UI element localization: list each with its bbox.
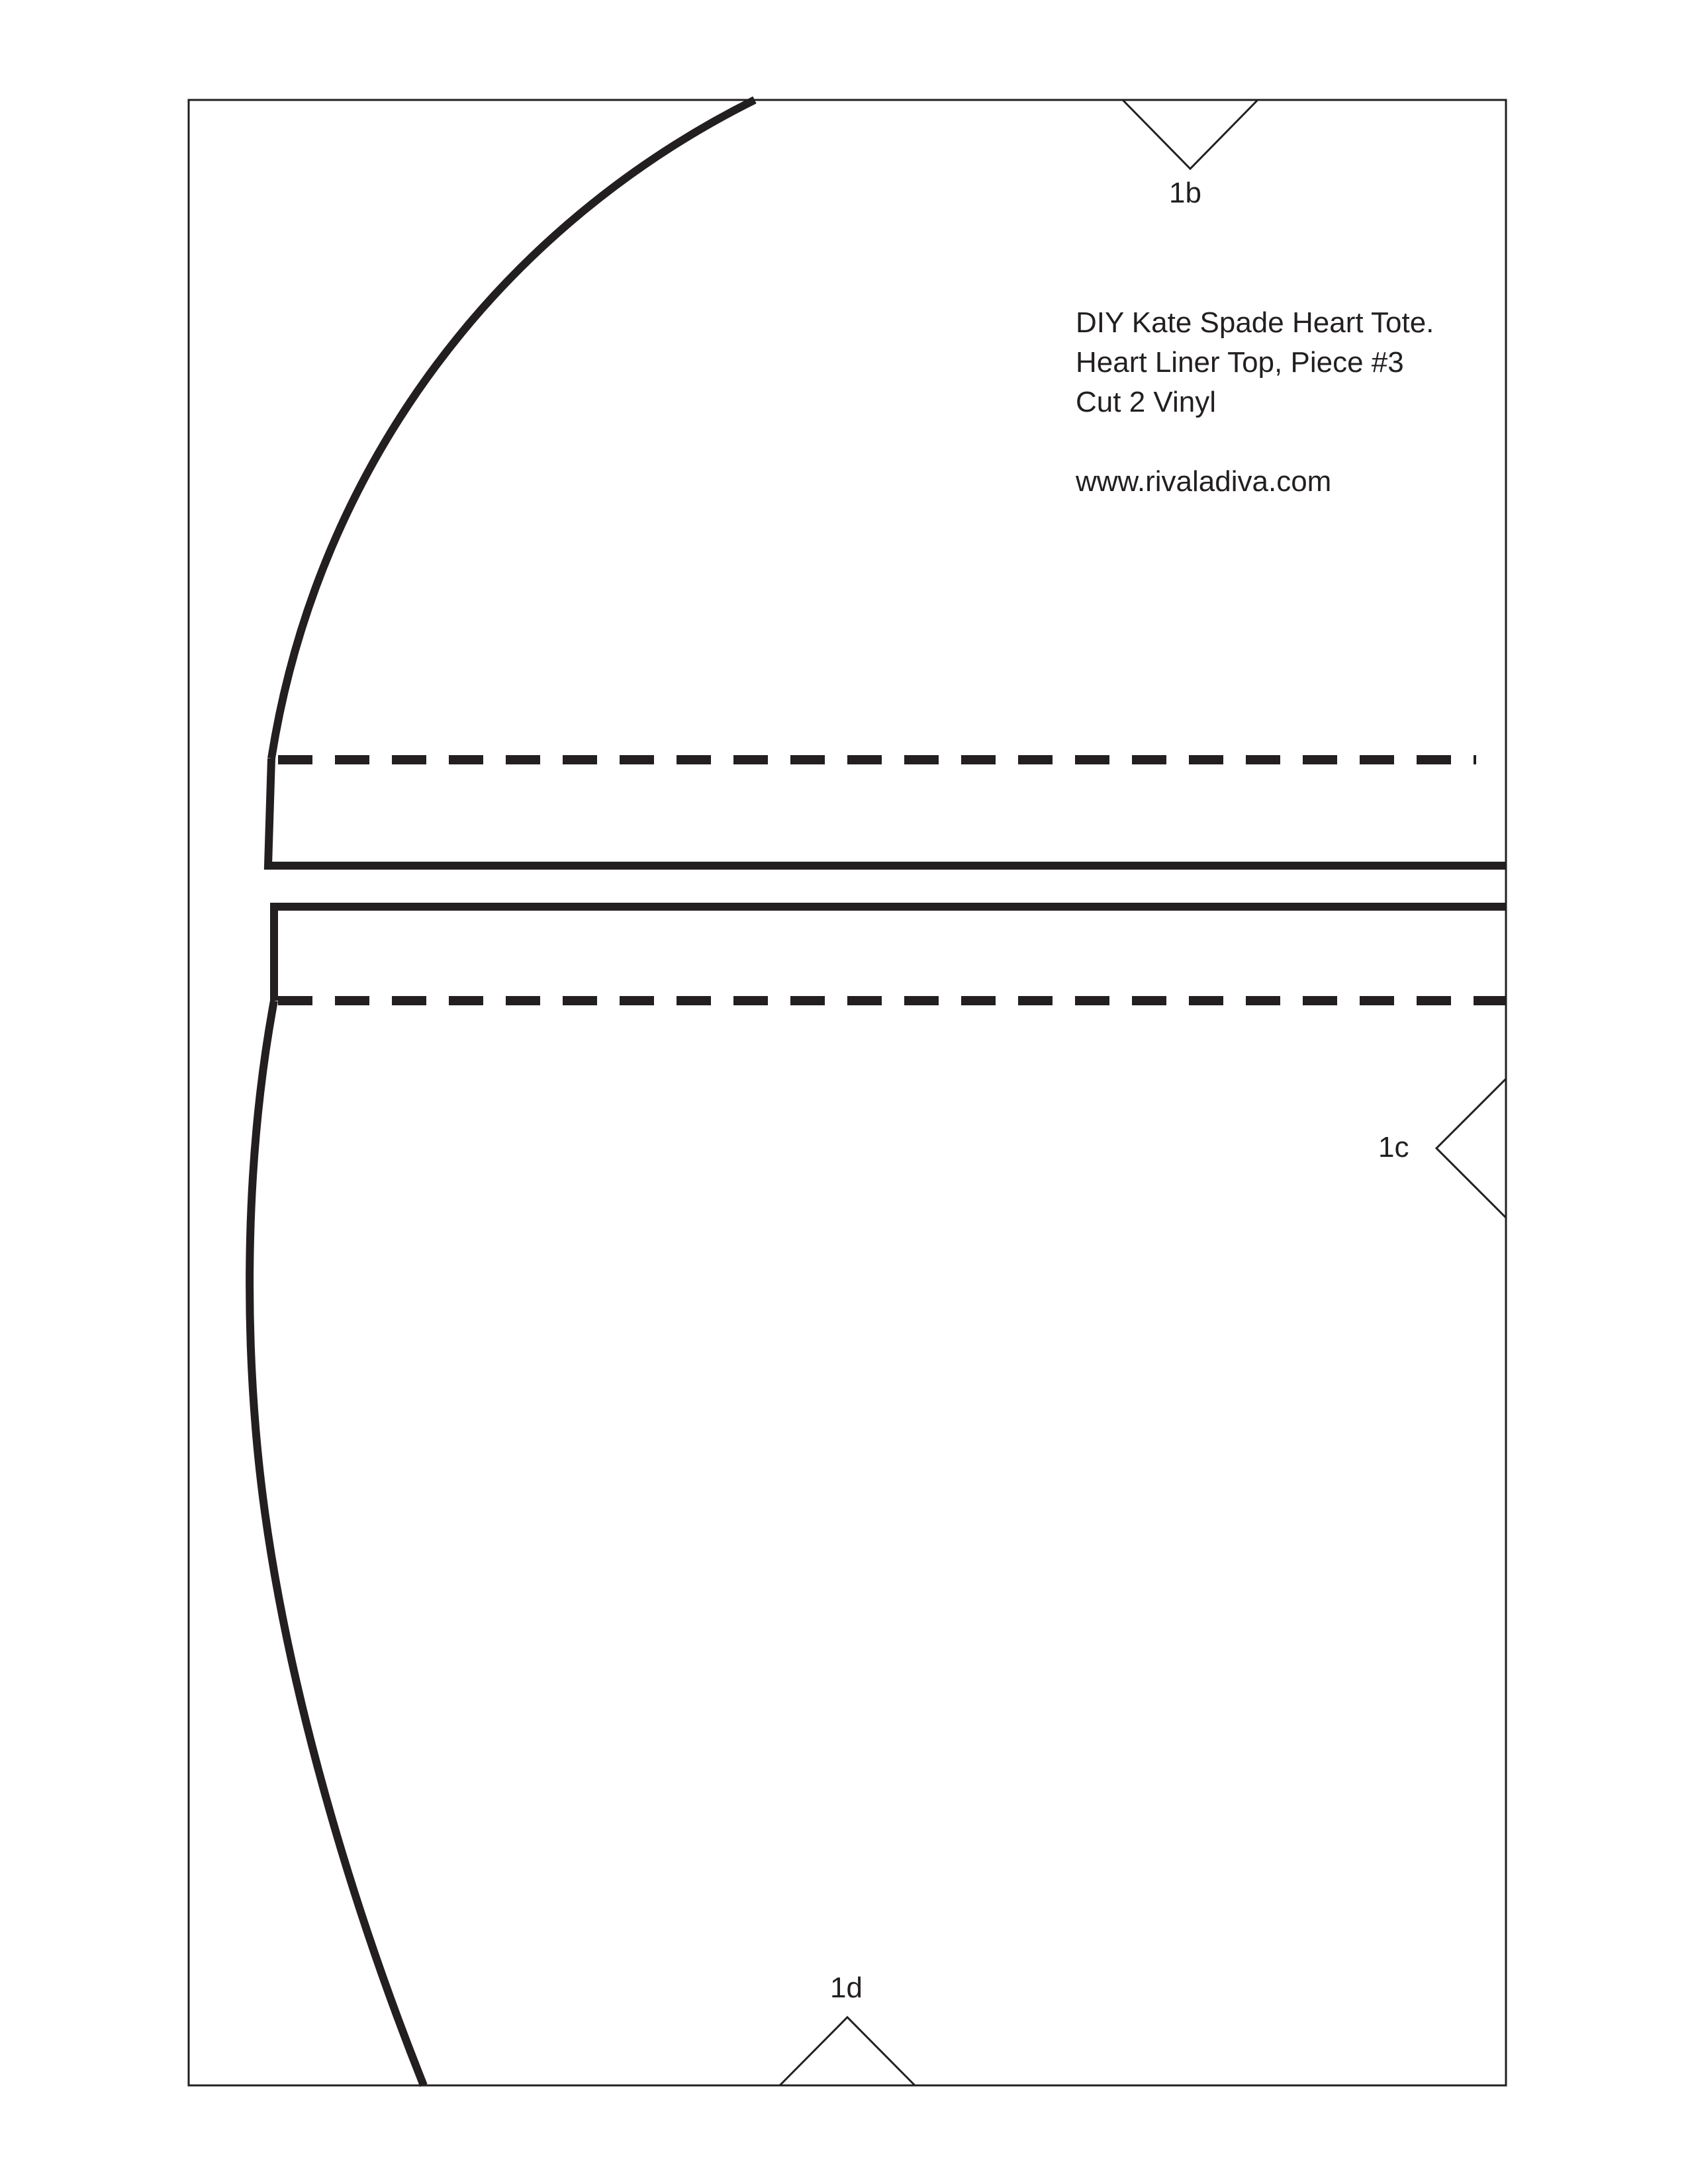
lower-panel-edge (274, 907, 1506, 1001)
heart-top-curve (271, 100, 755, 758)
notch-1c-marker (1436, 1079, 1506, 1218)
pattern-piece: Heart Liner Top, Piece #3 (1076, 346, 1404, 379)
notch-label-1c: 1c (1378, 1131, 1409, 1163)
notch-1b-marker (1123, 100, 1258, 169)
pattern-info-spacer (1076, 422, 1434, 462)
upper-panel-edge (268, 758, 1506, 866)
pattern-cut-instruction: Cut 2 Vinyl (1076, 386, 1216, 418)
pattern-title: DIY Kate Spade Heart Tote. (1076, 306, 1434, 339)
notch-label-1b: 1b (1169, 177, 1201, 209)
notch-label-1d: 1d (830, 1972, 863, 2004)
notch-1d-marker (780, 2017, 915, 2085)
pattern-info-block (1076, 303, 1434, 502)
heart-bottom-curve (250, 1001, 424, 2085)
pattern-website: www.rivaladiva.com (1076, 465, 1332, 498)
